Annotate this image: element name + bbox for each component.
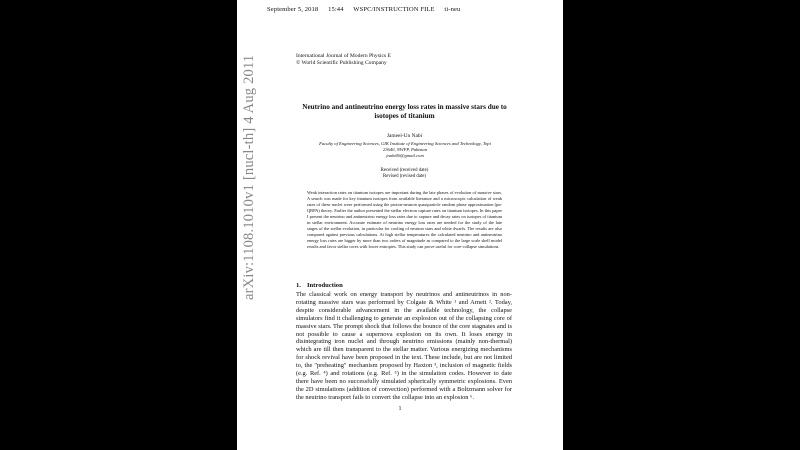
journal-copyright: © World Scientific Publishing Company — [296, 59, 387, 66]
running-header — [267, 6, 468, 13]
section-heading — [296, 282, 349, 289]
body-paragraph: The classical work on energy transport by neutrinos and antineutrinos in non-rotating massive stars was performed by Colgate & White ¹ and Arnett ². Today, despite considerable advancement in the available technology, the collapse simulators find it challenging to generate an explosion out of the collapsing core of massive stars. The prompt shock that follows the bounce of the core stagnates and is not possible to cause a supernova explosion on its own. It loses energy in disintegrating iron nuclei and through neutrino emissions (mainly non-thermal) which are till then transparent to the stellar matter. Various energizing mechanisms for shock revival have been proposed in the text. These include, but are not limited to, the "preheating" mechanism proposed by Haxton ³, inclusion of magnetic fields (e.g. Ref. ⁴) and rotations (e.g. Ref. ⁵) in the simulation codes. However to date there have been no successfully simulated spherically symmetric explosions. Even the 2D simulations (addition of convection) performed with a Boltzmann solver for the neutrino transport fails to convert the collapse into an explosion ⁶. — [296, 291, 512, 401]
author-email: jnabi00@gmail.com — [386, 153, 424, 158]
paper-page — [237, 0, 563, 450]
affiliation — [293, 141, 517, 159]
journal-name: International Journal of Modern Physics E — [296, 53, 391, 59]
header-time: 15:44 — [328, 6, 344, 13]
header-file: WSPC/INSTRUCTION FILE — [353, 6, 435, 13]
section-number: 1. — [296, 282, 301, 289]
received-dates — [297, 168, 512, 180]
header-date: September 5, 2018 — [267, 6, 319, 13]
journal-info — [296, 53, 391, 67]
page-number: 1 — [398, 406, 402, 412]
header-name: ti-neu — [444, 6, 461, 13]
revised-date: Revised (revised date) — [383, 174, 426, 180]
section-title: Introduction — [306, 282, 343, 289]
author-name: Jameel-Un Nabi — [386, 133, 423, 139]
affiliation-line1: Faculty of Engineering Sciences, GIK Institute of Engineering Sciences and Technology, Topi — [319, 141, 491, 146]
abstract: Weak interaction rates on titanium isotopes are important during the late phases of evolution of massive stars. A search was made for key titanium isotopes from available literature and a microscopic calculation of weak rates of these nuclei were performed using the proton-neutron quasiparticle random phase approximation (pn-QRPA) theory. Earlier the author presented the stellar electron capture rates on titanium isotopes. In this paper I present the neutrino and antineutrino energy loss rates due to capture and decay rates on isotopes of titanium in stellar environment. Accurate estimate of neutrino energy loss rates are needed for the study of the late stages of the stellar evolution, in particular for cooling of neutron stars and white dwarfs. The results are also compared against previous calculations. At high stellar temperatures the calculated neutrino and antineutrino energy loss rates are bigger by more than two orders of magnitude as compared to the large scale shell model results and favor stellar cores with lower entropies. This study can prove useful for core-collapse simulations. — [307, 190, 502, 249]
paper-title: Neutrino and antineutrino energy loss rates in massive stars due to isotopes of titanium — [302, 103, 507, 120]
arxiv-stamp: arXiv:1108.1010v1 [nucl-th] 4 Aug 2011 — [241, 54, 257, 300]
received-date: Received (received date) — [380, 168, 429, 173]
affiliation-line2: 23640, NWFP, Pakistan — [382, 147, 428, 152]
